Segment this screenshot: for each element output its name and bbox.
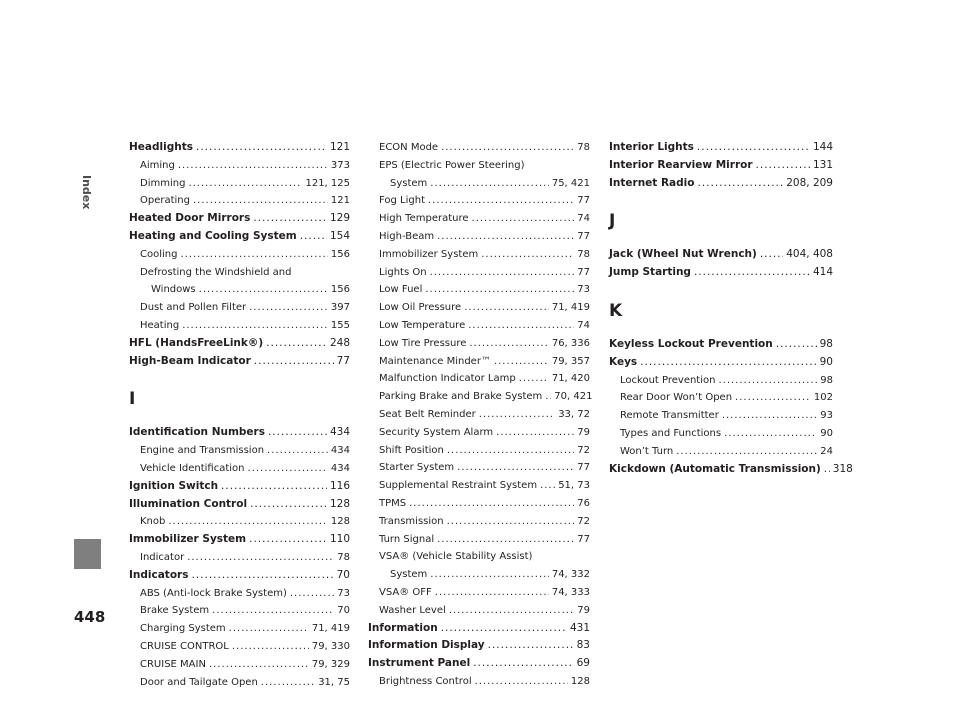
entry-page-ref[interactable]: 79: [577, 604, 590, 616]
entry-page-ref[interactable]: 33, 72: [558, 408, 590, 420]
entry-label: ECON Mode: [379, 142, 439, 153]
entry-label: Windows: [151, 284, 196, 296]
entry-label: Kickdown (Automatic Transmission): [609, 462, 821, 475]
index-subentry[interactable]: [129, 585, 350, 603]
entry-label: Fog Light: [379, 195, 425, 207]
dot-leader: [540, 477, 555, 495]
index-entry[interactable]: [609, 139, 833, 157]
entry-label: Internet Radio: [609, 176, 695, 189]
entry-label: Rear Door Won’t Open: [620, 392, 733, 404]
dot-leader: [409, 495, 574, 513]
entry-page-ref[interactable]: 83: [576, 639, 590, 652]
entry-page-ref[interactable]: 74, 333: [551, 586, 590, 598]
index-subentry[interactable]: [129, 513, 350, 531]
entry-page-ref[interactable]: 90: [820, 427, 833, 439]
dot-leader: [488, 637, 574, 655]
dot-leader: [180, 246, 327, 264]
index-entry[interactable]: [129, 478, 350, 496]
dot-leader: [199, 281, 328, 299]
dot-leader: [430, 264, 575, 282]
entry-page-ref[interactable]: 128: [329, 497, 350, 510]
dot-leader: [248, 460, 328, 478]
entry-page-ref[interactable]: 79: [577, 426, 590, 438]
entry-label: System: [390, 569, 428, 581]
index-entry[interactable]: [129, 210, 350, 228]
index-column-2: [368, 139, 593, 691]
dot-leader: [428, 192, 574, 210]
entry-page-ref[interactable]: 404, 408: [786, 248, 833, 261]
entry-page-ref[interactable]: 154: [329, 229, 350, 242]
entry-page-ref[interactable]: 121: [330, 195, 350, 207]
dot-leader: [694, 264, 810, 282]
entry-page-ref[interactable]: 110: [329, 533, 350, 546]
index-entry[interactable]: [368, 655, 590, 673]
entry-page-ref[interactable]: 73: [337, 587, 350, 599]
entry-page-ref[interactable]: 128: [570, 675, 590, 687]
entry-page-ref[interactable]: 70: [336, 568, 350, 581]
entry-label: Lockout Prevention: [620, 374, 716, 386]
entry-page-ref[interactable]: 121: [329, 141, 350, 153]
index-subentry[interactable]: [129, 264, 350, 282]
entry-label: Immobilizer System: [129, 533, 247, 546]
entry-page-ref[interactable]: 77: [577, 462, 590, 474]
index-letter-heading: K: [609, 300, 623, 321]
entry-page-ref[interactable]: 434: [330, 462, 350, 474]
index-subentry[interactable]: [368, 388, 593, 406]
entry-label: Heating and Cooling System: [129, 229, 297, 242]
index-entry[interactable]: [129, 228, 350, 246]
index-subentry[interactable]: [129, 656, 350, 674]
index-entry[interactable]: [129, 353, 350, 371]
entry-label: Identification Numbers: [129, 426, 265, 439]
index-entry[interactable]: [609, 461, 853, 479]
entry-label: Washer Level: [379, 604, 446, 616]
index-entry[interactable]: [129, 335, 350, 353]
dot-leader: [735, 389, 811, 407]
entry-label: Indicator: [140, 551, 185, 563]
entry-label: Low Temperature: [379, 319, 466, 331]
entry-label: Keys: [609, 355, 638, 368]
entry-label: Vehicle Identification: [140, 462, 245, 474]
dot-leader: [640, 354, 816, 372]
entry-label: ABS (Anti-lock Brake System): [140, 587, 287, 599]
entry-page-ref[interactable]: 77: [577, 533, 590, 545]
dot-leader: [697, 139, 810, 157]
index-subentry[interactable]: [129, 460, 350, 478]
dot-leader: [464, 299, 549, 317]
dot-leader: [481, 246, 574, 264]
entry-page-ref[interactable]: 79, 330: [311, 640, 350, 652]
entry-label: VSA® OFF: [379, 586, 432, 598]
entry-label: Transmission: [379, 515, 444, 527]
entry-page-ref[interactable]: 70: [337, 605, 350, 617]
entry-page-ref[interactable]: 431: [569, 621, 590, 634]
dot-leader: [249, 299, 328, 317]
entry-label: Brake System: [140, 605, 210, 617]
entry-label: VSA® (Vehicle Stability Assist): [379, 551, 533, 563]
dot-leader: [430, 175, 549, 193]
index-subentry[interactable]: [368, 192, 590, 210]
dot-leader: [437, 531, 574, 549]
entry-label: Engine and Transmission: [140, 445, 265, 457]
dot-leader: [253, 210, 327, 228]
dot-leader: [494, 353, 549, 371]
entry-label: Turn Signal: [379, 533, 435, 545]
index-entry[interactable]: [609, 264, 833, 282]
index-subentry[interactable]: [129, 442, 350, 460]
dot-leader: [261, 674, 315, 692]
entry-page-ref[interactable]: 414: [812, 266, 833, 279]
dot-leader: [468, 317, 574, 335]
entry-page-ref[interactable]: 144: [812, 141, 833, 153]
index-subentry[interactable]: [368, 281, 590, 299]
index-entry[interactable]: [129, 139, 350, 157]
index-subentry[interactable]: [368, 548, 590, 566]
entry-label: Seat Belt Reminder: [379, 408, 476, 420]
index-subentry[interactable]: [368, 210, 590, 228]
entry-page-ref[interactable]: 131: [812, 158, 833, 171]
entry-page-ref[interactable]: 71, 420: [551, 373, 590, 385]
dot-leader: [441, 620, 567, 638]
index-subentry[interactable]: [129, 246, 350, 264]
index-subentry[interactable]: [609, 407, 833, 425]
index-side-tab: [74, 82, 101, 568]
entry-label: Remote Transmitter: [620, 410, 719, 422]
index-subentry[interactable]: [368, 673, 590, 691]
index-subentry[interactable]: [368, 602, 590, 620]
dot-leader: [267, 442, 328, 460]
entry-page-ref[interactable]: 78: [577, 142, 590, 153]
index-entry[interactable]: [609, 354, 833, 372]
index-subentry[interactable]: [368, 566, 590, 584]
index-subentry[interactable]: [368, 477, 590, 495]
dot-leader: [473, 655, 573, 673]
entry-page-ref[interactable]: 77: [577, 195, 590, 207]
index-entry[interactable]: [609, 246, 833, 264]
dot-leader: [756, 157, 810, 175]
entry-label: High-Beam: [379, 230, 435, 242]
entry-page-ref[interactable]: 31, 75: [318, 676, 350, 688]
index-tab-marker: [74, 539, 101, 569]
dot-leader: [232, 638, 309, 656]
index-column-3: [609, 139, 853, 478]
entry-page-ref[interactable]: 71, 419: [551, 302, 590, 314]
index-subentry[interactable]: [609, 372, 833, 390]
index-subentry[interactable]: [368, 175, 590, 193]
entry-label: Brightness Control: [379, 675, 472, 687]
dot-leader: [760, 246, 783, 264]
entry-page-ref[interactable]: 155: [330, 319, 350, 331]
entry-label: Heated Door Mirrors: [129, 212, 251, 225]
entry-label: Supplemental Restraint System: [379, 480, 538, 492]
entry-label: Heating: [140, 319, 180, 331]
entry-page-ref[interactable]: 78: [337, 551, 350, 563]
page-number: 448: [74, 608, 106, 626]
index-subentry[interactable]: [129, 674, 350, 692]
dot-leader: [425, 281, 574, 299]
dot-leader: [449, 602, 575, 620]
dot-leader: [300, 228, 327, 246]
entry-page-ref[interactable]: 248: [329, 336, 350, 349]
entry-label: Keyless Lockout Prevention: [609, 337, 773, 350]
entry-label: Defrosting the Windshield and: [140, 266, 292, 278]
entry-label: High-Beam Indicator: [129, 354, 251, 367]
dot-leader: [249, 531, 327, 549]
entry-label: Dust and Pollen Filter: [140, 302, 247, 314]
entry-label: Information: [368, 621, 438, 634]
dot-leader: [724, 425, 817, 443]
dot-leader: [676, 443, 817, 461]
index-subentry[interactable]: [129, 175, 350, 193]
entry-label: Interior Lights: [609, 141, 694, 153]
index-subentry[interactable]: [368, 424, 590, 442]
entry-page-ref[interactable]: 129: [329, 212, 350, 225]
dot-leader: [430, 566, 549, 584]
index-subentry[interactable]: [129, 299, 350, 317]
dot-leader: [221, 478, 327, 496]
entry-page-ref[interactable]: 51, 73: [558, 480, 590, 492]
index-entry[interactable]: [129, 496, 350, 514]
entry-label: Low Tire Pressure: [379, 337, 467, 349]
dot-leader: [254, 353, 334, 371]
entry-page-ref[interactable]: 74: [577, 213, 590, 225]
entry-page-ref[interactable]: 69: [576, 657, 590, 670]
dot-leader: [212, 602, 334, 620]
dot-leader: [196, 139, 327, 157]
entry-label: TPMS: [379, 497, 407, 509]
entry-page-ref[interactable]: 78: [577, 248, 590, 260]
index-entry[interactable]: [129, 567, 350, 585]
dot-leader: [187, 549, 334, 567]
dot-leader: [290, 585, 334, 603]
entry-page-ref[interactable]: 128: [330, 516, 350, 528]
dot-leader: [479, 406, 555, 424]
index-entry[interactable]: [609, 336, 833, 354]
dot-leader: [266, 335, 327, 353]
entry-label: Aiming: [140, 159, 175, 171]
index-entry[interactable]: [368, 620, 590, 638]
entry-label: Instrument Panel: [368, 657, 471, 670]
entry-label: Parking Brake and Brake System: [379, 391, 543, 403]
index-column-1: [129, 139, 350, 691]
dot-leader: [268, 424, 327, 442]
index-subentry[interactable]: [129, 281, 350, 299]
dot-leader: [193, 192, 328, 210]
entry-page-ref[interactable]: 70, 421: [554, 391, 593, 403]
entry-label: Illumination Control: [129, 497, 248, 510]
index-subentry[interactable]: [129, 157, 350, 175]
index-letter-heading: I: [129, 389, 136, 410]
entry-page-ref[interactable]: 74: [577, 319, 590, 331]
index-subentry[interactable]: [609, 443, 833, 461]
entry-label: EPS (Electric Power Steering): [379, 159, 525, 171]
entry-label: Lights On: [379, 266, 427, 278]
entry-page-ref[interactable]: 71, 419: [311, 623, 350, 635]
dot-leader: [168, 513, 328, 531]
entry-page-ref[interactable]: 102: [813, 392, 833, 404]
entry-label: Interior Rearview Mirror: [609, 158, 753, 171]
entry-page-ref[interactable]: 318: [832, 462, 853, 475]
index-subentry[interactable]: [368, 335, 590, 353]
index-entry[interactable]: [609, 157, 833, 175]
dot-leader: [824, 461, 830, 479]
index-entry[interactable]: [368, 637, 590, 655]
index-subentry[interactable]: [368, 459, 590, 477]
entry-page-ref[interactable]: 77: [577, 230, 590, 242]
dot-leader: [447, 513, 575, 531]
entry-label: Dimming: [140, 177, 186, 189]
entry-page-ref[interactable]: 76: [577, 497, 590, 509]
entry-page-ref[interactable]: 90: [819, 355, 833, 368]
entry-label: Door and Tailgate Open: [140, 676, 258, 688]
index-subentry[interactable]: [368, 264, 590, 282]
entry-page-ref[interactable]: 79, 329: [311, 658, 350, 670]
entry-page-ref[interactable]: 121, 125: [305, 177, 350, 189]
index-letter-heading: J: [609, 211, 616, 232]
entry-page-ref[interactable]: 98: [819, 337, 833, 350]
entry-label: Low Oil Pressure: [379, 302, 462, 314]
entry-label: Shift Position: [379, 444, 444, 456]
entry-label: Jack (Wheel Nut Wrench): [609, 248, 757, 261]
dot-leader: [457, 459, 574, 477]
entry-page-ref[interactable]: 76, 336: [551, 337, 590, 349]
entry-label: Won’t Turn: [620, 445, 674, 457]
index-tab-label: Index: [80, 175, 93, 210]
entry-page-ref[interactable]: 77: [577, 266, 590, 278]
entry-label: Malfunction Indicator Lamp: [379, 373, 516, 385]
dot-leader: [776, 336, 817, 354]
dot-leader: [209, 656, 309, 674]
index-entry[interactable]: [129, 531, 350, 549]
entry-page-ref[interactable]: 208, 209: [786, 176, 833, 189]
index-subentry[interactable]: [368, 157, 590, 175]
entry-label: Operating: [140, 195, 190, 207]
index-subentry[interactable]: [368, 246, 590, 264]
dot-leader: [545, 388, 551, 406]
entry-label: CRUISE CONTROL: [140, 640, 229, 652]
entry-page-ref[interactable]: 397: [330, 302, 350, 314]
dot-leader: [191, 567, 333, 585]
index-subentry[interactable]: [368, 495, 590, 513]
entry-label: Immobilizer System: [379, 248, 479, 260]
index-entry[interactable]: [129, 424, 350, 442]
entry-page-ref[interactable]: 24: [820, 445, 833, 457]
index-subentry[interactable]: [368, 228, 590, 246]
entry-page-ref[interactable]: 434: [329, 426, 350, 439]
entry-page-ref[interactable]: 73: [577, 284, 590, 296]
entry-label: Types and Functions: [620, 427, 722, 439]
index-subentry[interactable]: [368, 370, 590, 388]
index-subentry[interactable]: [368, 406, 590, 424]
index-subentry[interactable]: [368, 442, 590, 460]
index-subentry[interactable]: [609, 389, 833, 407]
index-subentry[interactable]: [129, 638, 350, 656]
dot-leader: [469, 335, 548, 353]
entry-page-ref[interactable]: 93: [820, 410, 833, 422]
dot-leader: [435, 584, 549, 602]
dot-leader: [475, 673, 568, 691]
index-subentry[interactable]: [129, 602, 350, 620]
entry-label: System: [390, 177, 428, 189]
entry-page-ref[interactable]: 74, 332: [551, 569, 590, 581]
entry-label: CRUISE MAIN: [140, 658, 206, 670]
dot-leader: [447, 442, 574, 460]
entry-label: Starter System: [379, 462, 455, 474]
entry-label: Headlights: [129, 141, 193, 153]
dot-leader: [718, 372, 817, 390]
entry-label: Ignition Switch: [129, 479, 219, 492]
index-subentry[interactable]: [368, 139, 590, 157]
entry-label: Maintenance Minder™: [379, 355, 491, 367]
index-subentry[interactable]: [368, 584, 590, 602]
entry-label: HFL (HandsFreeLink®): [129, 336, 264, 349]
dot-leader: [437, 228, 574, 246]
index-subentry[interactable]: [129, 620, 350, 638]
entry-page-ref[interactable]: 434: [330, 445, 350, 457]
index-entry[interactable]: [609, 175, 833, 193]
entry-page-ref[interactable]: 116: [329, 479, 350, 492]
dot-leader: [229, 620, 309, 638]
index-subentry[interactable]: [129, 549, 350, 567]
entry-label: Charging System: [140, 623, 226, 635]
entry-page-ref[interactable]: 156: [330, 284, 350, 296]
dot-leader: [182, 317, 328, 335]
entry-page-ref[interactable]: 72: [577, 515, 590, 527]
entry-label: Information Display: [368, 639, 485, 652]
index-subentry[interactable]: [368, 513, 590, 531]
index-subentry[interactable]: [368, 317, 590, 335]
entry-page-ref[interactable]: 373: [330, 159, 350, 171]
index-subentry[interactable]: [368, 353, 590, 371]
entry-page-ref[interactable]: 98: [820, 374, 833, 386]
entry-page-ref[interactable]: 75, 421: [551, 177, 590, 189]
entry-label: Knob: [140, 516, 166, 528]
entry-label: High Temperature: [379, 213, 469, 225]
dot-leader: [250, 496, 327, 514]
entry-page-ref[interactable]: 77: [336, 354, 350, 367]
index-subentry[interactable]: [129, 317, 350, 335]
entry-label: Indicators: [129, 568, 189, 581]
entry-label: Cooling: [140, 248, 178, 260]
index-subentry[interactable]: [368, 299, 590, 317]
entry-label: Low Fuel: [379, 284, 423, 296]
dot-leader: [188, 175, 302, 193]
dot-leader: [722, 407, 817, 425]
dot-leader: [178, 157, 328, 175]
dot-leader: [519, 370, 549, 388]
entry-label: Security System Alarm: [379, 426, 494, 438]
index-subentry[interactable]: [368, 531, 590, 549]
dot-leader: [441, 139, 574, 157]
index-subentry[interactable]: [129, 192, 350, 210]
dot-leader: [496, 424, 574, 442]
entry-page-ref[interactable]: 72: [577, 444, 590, 456]
dot-leader: [472, 210, 575, 228]
entry-page-ref[interactable]: 156: [330, 248, 350, 260]
entry-page-ref[interactable]: 79, 357: [551, 355, 590, 367]
index-subentry[interactable]: [609, 425, 833, 443]
dot-leader: [697, 175, 783, 193]
entry-label: Jump Starting: [609, 266, 691, 279]
